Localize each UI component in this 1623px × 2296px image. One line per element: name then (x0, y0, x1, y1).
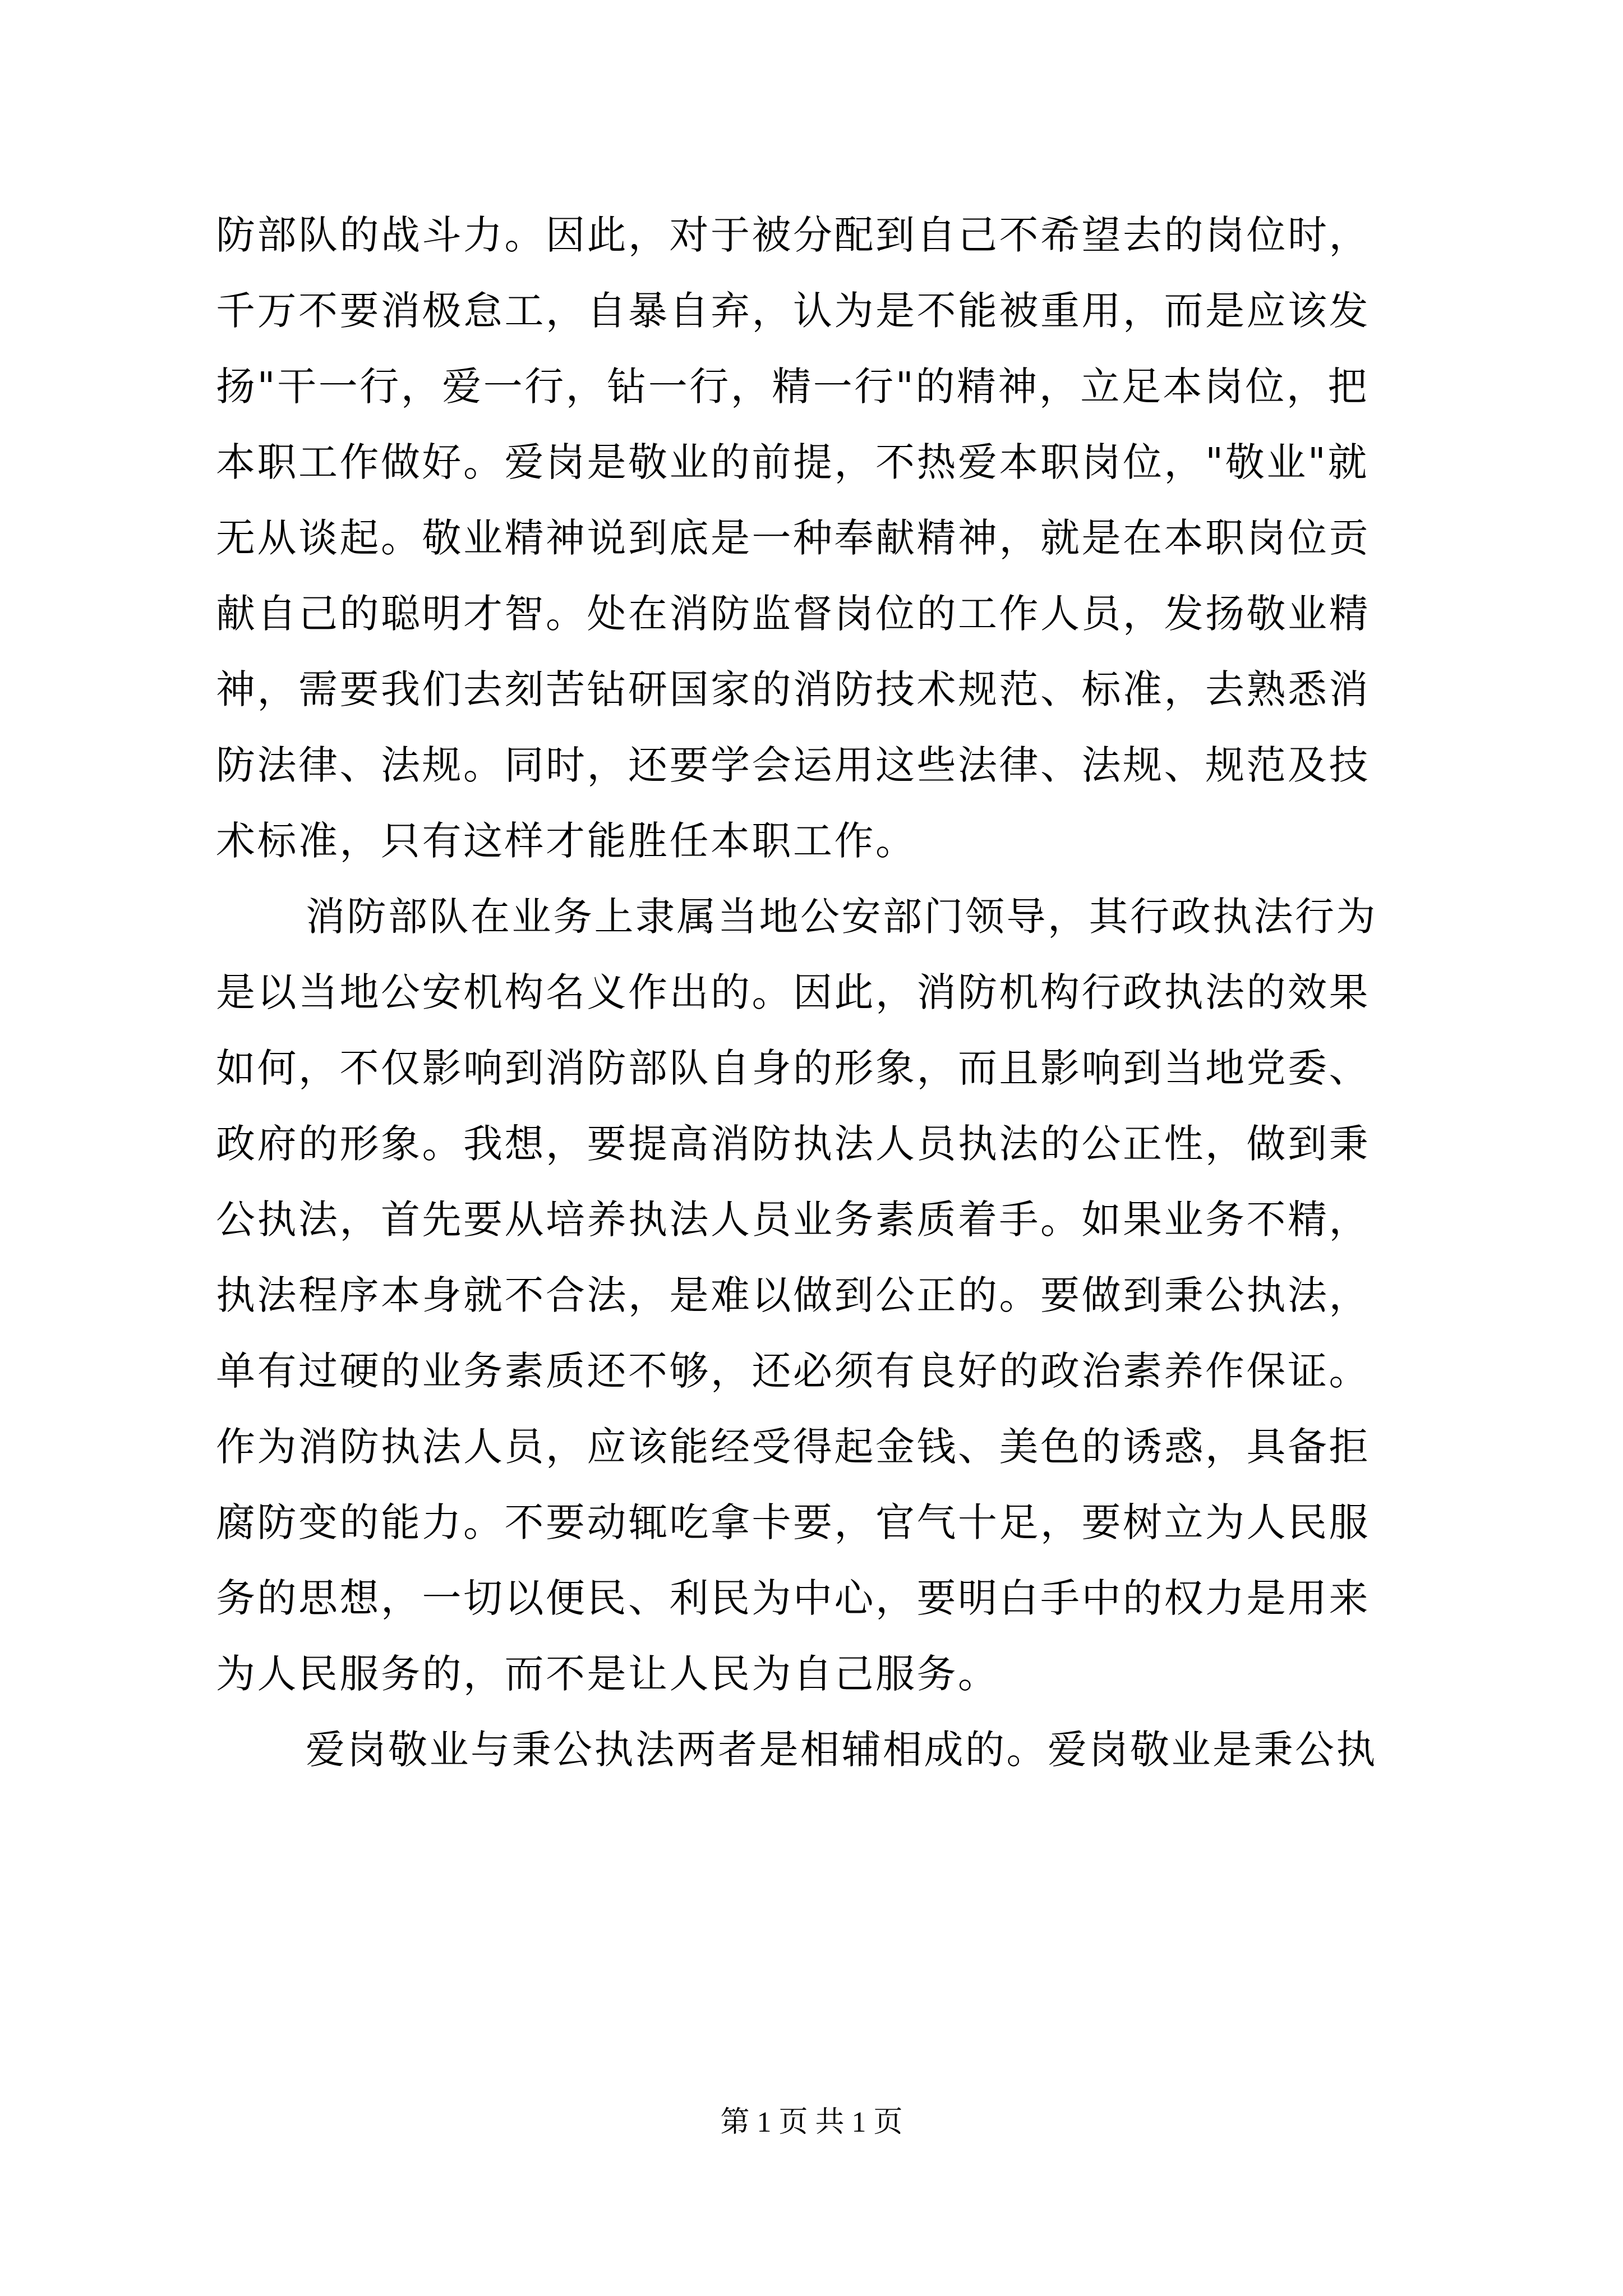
text-line: 单有过硬的业务素质还不够，还必须有良好的政治素养作保证。 (216, 1348, 1370, 1394)
text-line: 神，需要我们去刻苦钻研国家的消防技术规范、标准，去熟悉消 (216, 666, 1370, 712)
text-line: 政府的形象。我想，要提高消防执法人员执法的公正性，做到秉 (216, 1121, 1370, 1167)
text-line: 献自己的聪明才智。处在消防监督岗位的工作人员，发扬敬业精 (216, 591, 1370, 637)
text-line: 执法程序本身就不合法，是难以做到公正的。要做到秉公执法， (216, 1272, 1370, 1318)
text-line: 为人民服务的，而不是让人民为自己服务。 (216, 1651, 999, 1697)
text-line: 作为消防执法人员，应该能经受得起金钱、美色的诱惑，具备拒 (216, 1424, 1370, 1470)
text-line: 是以当地公安机构名义作出的。因此，消防机构行政执法的效果 (216, 969, 1370, 1015)
text-line: 无从谈起。敬业精神说到底是一种奉献精神，就是在本职岗位贡 (216, 515, 1370, 561)
text-line: 本职工作做好。爱岗是敬业的前提，不热爱本职岗位，"敬业"就 (216, 439, 1369, 485)
page-footer: 第 1 页 共 1 页 (720, 2106, 903, 2138)
paragraph-start-line: 爱岗敬业与秉公执法两者是相辅相成的。爱岗敬业是秉公执 (306, 1727, 1377, 1773)
text-line: 公执法，首先要从培养执法人员业务素质着手。如果业务不精， (216, 1197, 1370, 1243)
text-line: 防法律、法规。同时，还要学会运用这些法律、法规、规范及技 (216, 742, 1370, 788)
text-line: 防部队的战斗力。因此，对于被分配到自己不希望去的岗位时， (216, 212, 1370, 258)
text-line: 务的思想，一切以便民、利民为中心，要明白手中的权力是用来 (216, 1575, 1370, 1621)
paragraph-start-line: 消防部队在业务上隶属当地公安部门领导，其行政执法行为 (306, 894, 1377, 940)
text-line: 千万不要消极怠工，自暴自弃，认为是不能被重用，而是应该发 (216, 288, 1370, 334)
text-line: 术标准，只有这样才能胜任本职工作。 (216, 818, 917, 864)
body-text (216, 197, 1422, 1788)
text-line: 扬"干一行，爱一行，钻一行，精一行"的精神，立足本岗位，把 (216, 364, 1369, 409)
text-line: 腐防变的能力。不要动辄吃拿卡要，官气十足，要树立为人民服 (216, 1499, 1370, 1545)
text-line: 如何，不仅影响到消防部队自身的形象，而且影响到当地党委、 (216, 1045, 1370, 1091)
